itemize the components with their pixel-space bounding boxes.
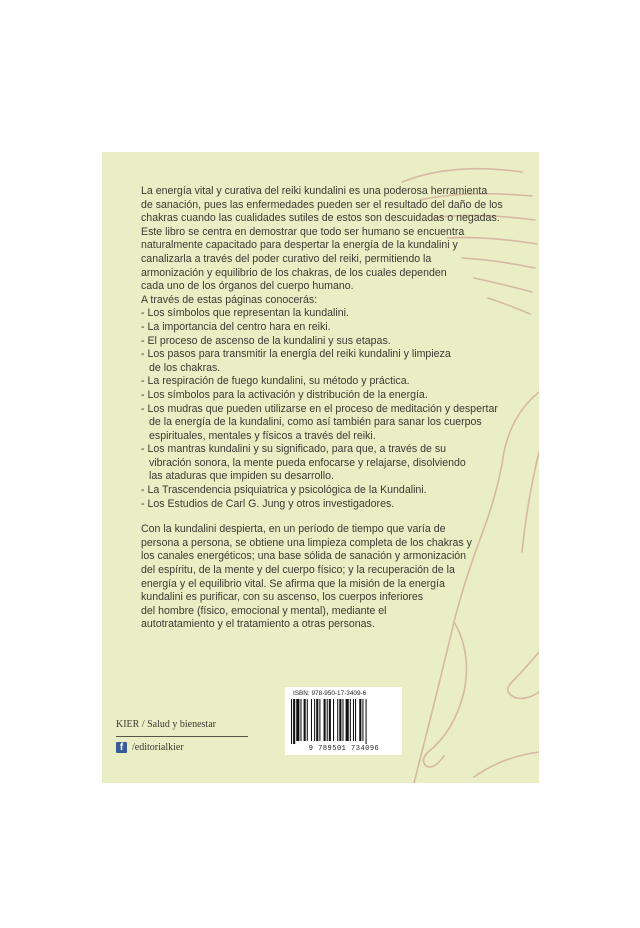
closing-line: los canales energéticos; una base sólida de sanación y armonización xyxy=(141,550,467,563)
barcode-bar xyxy=(291,699,292,744)
list-item: - Los Estudios de Carl G. Jung y otros investigadores. xyxy=(141,497,395,510)
isbn-label: ISBN: 978-950-17-3409-6 xyxy=(293,690,367,697)
barcode-bar xyxy=(319,699,320,741)
back-cover-text xyxy=(141,185,503,632)
barcode-bar xyxy=(324,699,326,741)
list-item: - La respiración de fuego kundalini, su método y práctica. xyxy=(141,375,410,388)
intro-line: naturalmente capacitado para despertar la energía de la kundalini y xyxy=(141,239,458,252)
intro-line: armonización y equilibrio de los chakras, de los cuales dependen xyxy=(141,266,447,279)
list-item: - Los mantras kundalini y su significado, para que, a través de su vibración sonora, la mente pueda enfocarse y relajarse, disolviendo las ataduras que impiden su desarrollo. xyxy=(141,443,466,483)
barcode-bar xyxy=(296,699,299,741)
intro-line: chakras cuando las cualidades sutiles de estos son descuidadas o negadas. xyxy=(141,212,500,225)
divider xyxy=(116,736,248,737)
barcode xyxy=(285,687,402,755)
intro-line: La energía vital y curativa del reiki kundalini es una poderosa herramienta xyxy=(141,185,488,197)
barcode-bar xyxy=(355,699,356,741)
barcode-bar xyxy=(353,699,354,741)
closing-line: Con la kundalini despierta, en un período de tiempo que varía de xyxy=(141,523,446,536)
barcode-digits: 9 789501 734096 xyxy=(308,745,380,753)
barcode-bar xyxy=(350,699,351,741)
barcode-bar xyxy=(304,699,306,741)
list-item: - Los símbolos que representan la kundalini. xyxy=(141,307,349,320)
list-item: - Los mudras que pueden utilizarse en el proceso de meditación y despertar de la energía de la kundalini, como así también para sanar los cuerpos espirituales, mentales y físicos a través del reiki. xyxy=(141,402,498,442)
barcode-bar xyxy=(329,699,331,741)
closing-line: persona a persona, se obtiene una limpieza completa de los chakras y xyxy=(141,536,472,549)
social-link[interactable] xyxy=(116,742,184,753)
barcode-bar xyxy=(342,699,343,741)
intro-line: A través de estas páginas conocerás: xyxy=(141,293,318,306)
intro-line: de sanación, pues las enfermedades pueden ser el resultado del daño de los xyxy=(141,198,503,211)
barcode-bar xyxy=(366,699,367,744)
closing-line: del espíritu, de la mente y del cuerpo físico; y la recuperación de la xyxy=(141,564,455,577)
facebook-icon: f xyxy=(116,742,127,753)
list-item: - La Trascendencia psiquiatrica y psicológica de la Kundalini. xyxy=(141,484,427,497)
barcode-bars xyxy=(291,699,396,744)
list-item: - El proceso de ascenso de la kundalini y sus etapas. xyxy=(141,334,391,347)
barcode-bar xyxy=(316,699,318,741)
barcode-bar xyxy=(339,699,341,741)
barcode-bar xyxy=(362,699,363,741)
intro-line: Este libro se centra en demostrar que todo ser humano se encuentra xyxy=(141,225,465,238)
barcode-bar xyxy=(293,699,295,744)
intro-line: cada uno de los órganos del cuerpo humano. xyxy=(141,280,354,293)
intro-line: canalizarla a través del poder curativo del reiki, permitiendo la xyxy=(141,252,432,265)
barcode-bar xyxy=(333,699,334,741)
publisher-imprint: KIER / Salud y bienestar xyxy=(116,719,216,730)
closing-line: kundalini es purificar, con su ascenso, los cuerpos inferiores xyxy=(141,591,424,604)
back-cover xyxy=(102,152,539,783)
barcode-bar xyxy=(314,699,315,741)
barcode-bar xyxy=(311,699,312,741)
list-item: - La importancia del centro hara en reiki. xyxy=(141,320,331,333)
barcode-bar xyxy=(300,699,301,741)
list-item: - Los pasos para transmitir la energía del reiki kundalini y limpieza de los chakras. xyxy=(141,348,451,374)
closing-line: autotratamiento y el tratamiento a otras personas. xyxy=(141,618,375,631)
closing-line: energía y el equilibrio vital. Se afirma que la misión de la energía xyxy=(141,577,445,590)
barcode-bar xyxy=(337,699,338,741)
list-item: - Los símbolos para la activación y distribución de la energía. xyxy=(141,388,428,401)
social-handle: /editorialkier xyxy=(132,742,184,753)
barcode-bar xyxy=(307,699,308,741)
feature-list xyxy=(141,307,503,511)
barcode-bar xyxy=(346,699,349,741)
barcode-bar xyxy=(359,699,361,741)
barcode-bar xyxy=(327,699,328,741)
closing-line: del hombre (físico, emocional y mental), mediante el xyxy=(141,604,387,617)
